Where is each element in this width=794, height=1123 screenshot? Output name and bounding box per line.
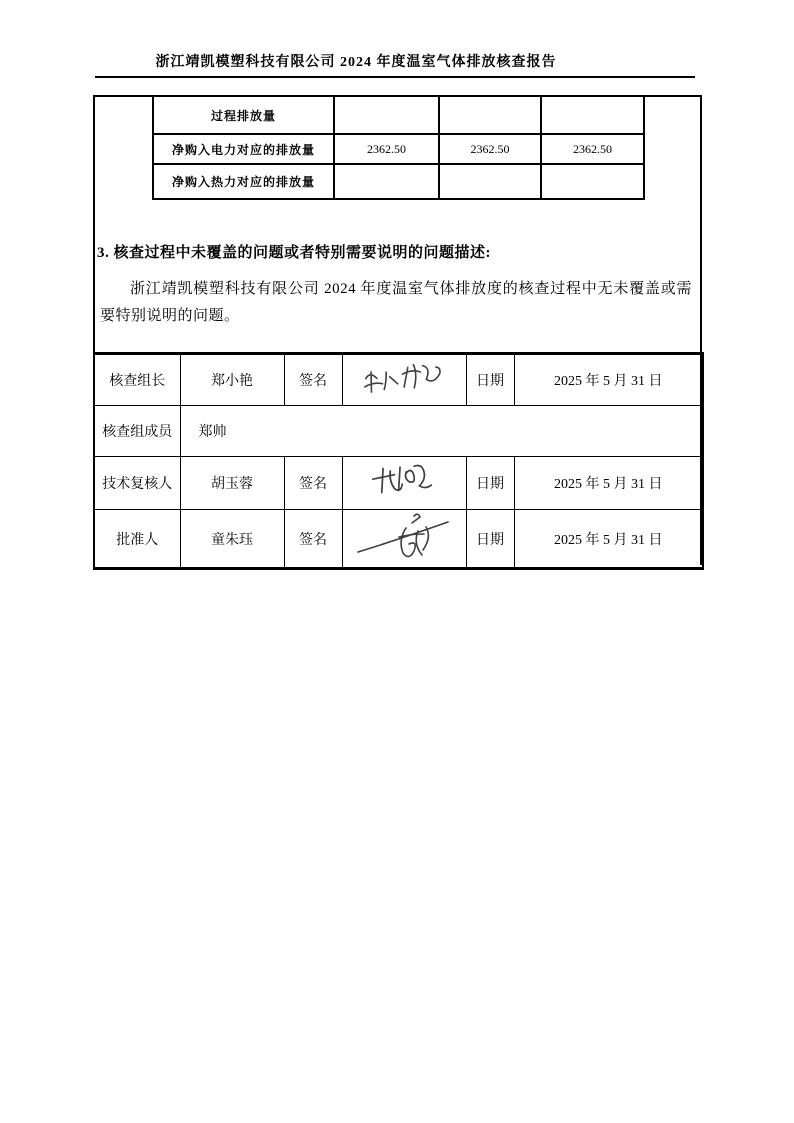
sign-label: 签名: [284, 510, 342, 569]
role-label: 技术复核人: [94, 457, 180, 510]
date-label: 日期: [466, 354, 514, 406]
table-row: [94, 406, 703, 457]
header-rule: [95, 76, 695, 78]
table-row: [153, 164, 644, 199]
table-row: [153, 134, 644, 164]
table-row: [153, 96, 644, 134]
emission-row-label: 过程排放量: [153, 96, 334, 134]
sign-label: 签名: [284, 457, 342, 510]
date-label: 日期: [466, 510, 514, 569]
emission-row-label: 净购入热力对应的排放量: [153, 164, 334, 199]
role-label: 批准人: [94, 510, 180, 569]
date-value: 2025 年 5 月 31 日: [514, 510, 703, 569]
sign-label: 签名: [284, 354, 342, 406]
emission-value-cell: [541, 96, 644, 134]
signature-scribble-icon: [352, 510, 456, 562]
signature-scribble-icon: [368, 460, 440, 501]
person-name: 童朱珏: [180, 510, 284, 569]
emission-value-cell: [541, 164, 644, 199]
section-3-paragraph: 浙江靖凯模塑科技有限公司 2024 年度温室气体排放度的核查过程中无未覆盖或需要特别说明的问题。: [100, 281, 692, 324]
person-name: 郑小艳: [180, 354, 284, 406]
signature-cell: [342, 510, 466, 569]
role-label: 核查组成员: [94, 406, 180, 457]
role-label: 核查组长: [94, 354, 180, 406]
table-row: [94, 457, 703, 510]
signature-cell: [342, 354, 466, 406]
emission-value-cell: [334, 164, 439, 199]
date-label: 日期: [466, 457, 514, 510]
emission-value-cell: [334, 96, 439, 134]
emissions-summary-table: [152, 95, 645, 200]
table-row: [94, 510, 703, 569]
page-title: 浙江靖凯模塑科技有限公司 2024 年度温室气体排放核查报告: [155, 55, 557, 70]
signature-cell: [342, 457, 466, 510]
signature-table: [93, 352, 704, 570]
emission-value-cell: 2362.50: [541, 134, 644, 164]
person-name: 胡玉蓉: [180, 457, 284, 510]
table-row: [94, 354, 703, 406]
section-3-heading: 3. 核查过程中未覆盖的问题或者特别需要说明的问题描述:: [97, 245, 491, 261]
person-name: 郑帅: [180, 406, 703, 457]
emission-value-cell: [439, 96, 541, 134]
emission-value-cell: [439, 164, 541, 199]
emission-row-label: 净购入电力对应的排放量: [153, 134, 334, 164]
emission-value-cell: 2362.50: [334, 134, 439, 164]
date-value: 2025 年 5 月 31 日: [514, 457, 703, 510]
signature-scribble-icon: [356, 356, 451, 399]
date-value: 2025 年 5 月 31 日: [514, 354, 703, 406]
emission-value-cell: 2362.50: [439, 134, 541, 164]
